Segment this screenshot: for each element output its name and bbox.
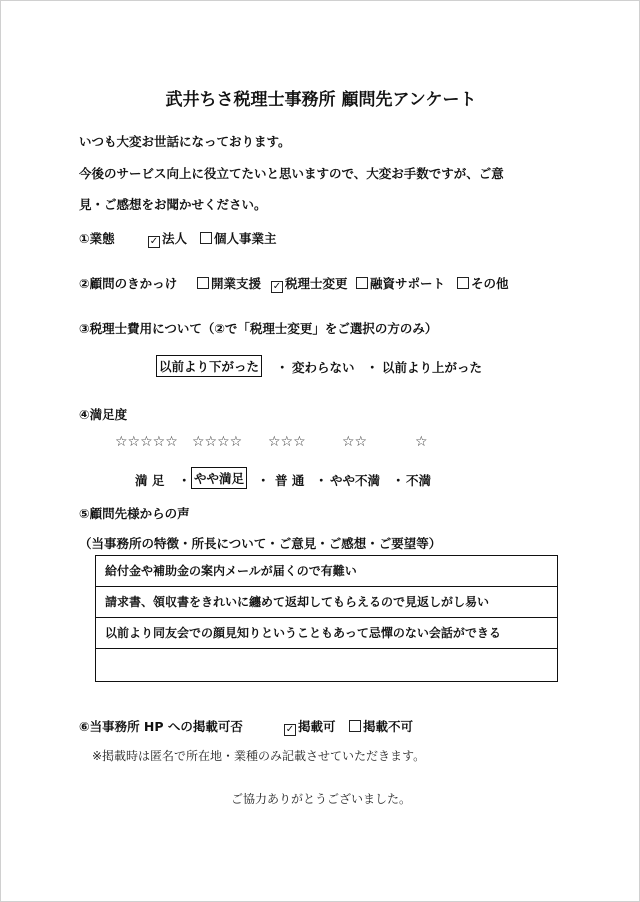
q3-label: ③税理士費用について（②で「税理士変更」をご選択の方のみ） (79, 321, 438, 336)
checkbox-empty-icon[interactable] (197, 277, 209, 289)
q5-label: ⑤顧問先様からの声 (79, 506, 190, 521)
q2-label: ②顧問のきかっけ (79, 276, 178, 291)
q1-option-corporation[interactable]: ✓ 法人 (149, 231, 188, 247)
checkbox-checked-icon[interactable]: ✓ (285, 724, 295, 735)
q4-separator: ・ (392, 473, 405, 488)
intro-line-3: 見・ご感想をお聞かせください。 (79, 197, 267, 212)
q3-option-unchanged[interactable]: 変わらない (292, 360, 355, 375)
q2-option-change-accountant[interactable]: ✓ 税理士変更 (272, 276, 348, 292)
page-title: 武井ちさ税理士事務所 顧問先アンケート (165, 90, 477, 110)
q4-option-somewhat-satisfied[interactable]: やや満足 (191, 467, 247, 489)
stars-5-icon: ☆☆☆☆☆ (115, 434, 178, 450)
q4-option-somewhat-dissatisfied[interactable]: やや不満 (330, 473, 381, 488)
q4-option-satisfied[interactable]: 満 足 (135, 473, 165, 488)
q4-label: ④満足度 (79, 407, 128, 422)
stars-2-icon: ☆☆ (342, 434, 368, 450)
q4-separator: ・ (257, 473, 270, 488)
stars-3-icon: ☆☆☆ (268, 434, 306, 450)
comment-row: 請求書、領収書をきれいに纏めて返却してもらえるので見返しがし易い (96, 587, 557, 618)
q4-option-average[interactable]: 普 通 (275, 473, 305, 488)
thanks-message: ご協力ありがとうございました。 (230, 792, 411, 806)
q1-label: ①業態 (79, 231, 115, 246)
q6-option-allowed[interactable]: ✓ 掲載可 (285, 719, 336, 735)
q2-option-other[interactable]: その他 (457, 274, 509, 292)
comment-row: 給付金や補助金の案内メールが届くので有難い (96, 556, 557, 587)
comment-row: 以前より同友会での顔見知りということもあって忌憚のない会話ができる (96, 618, 557, 649)
q4-separator: ・ (315, 473, 328, 488)
q4-separator: ・ (178, 473, 191, 488)
q2-option-startup[interactable]: 開業支援 (197, 274, 261, 292)
publication-note: ※掲載時は匿名で所在地・業種のみ記載させていただきます。 (92, 749, 426, 763)
checkbox-checked-icon[interactable]: ✓ (149, 236, 159, 247)
checkbox-checked-icon[interactable]: ✓ (272, 281, 282, 292)
q1-option-sole-proprietor[interactable]: 個人事業主 (200, 229, 277, 247)
q4-option-dissatisfied[interactable]: 不満 (406, 473, 432, 488)
q3-separator: ・ (366, 360, 379, 375)
comments-table (95, 555, 558, 682)
checkbox-empty-icon[interactable] (457, 277, 469, 289)
q5-sublabel: （当事務所の特徴・所長について・ご意見・ご感想・ご要望等） (79, 536, 442, 551)
checkbox-empty-icon[interactable] (356, 277, 368, 289)
q6-option-not-allowed[interactable]: 掲載不可 (349, 717, 413, 735)
q2-option-financing[interactable]: 融資サポート (356, 274, 445, 292)
stars-4-icon: ☆☆☆☆ (192, 434, 243, 450)
q3-option-decreased[interactable]: 以前より下がった (156, 355, 262, 377)
intro-line-1: いつも大変お世話になっております。 (79, 134, 291, 149)
checkbox-empty-icon[interactable] (200, 232, 212, 244)
q6-label: ⑥当事務所 HP への掲載可否 (79, 719, 243, 734)
checkbox-empty-icon[interactable] (349, 720, 361, 732)
comment-row-empty[interactable] (96, 649, 557, 681)
q3-option-increased[interactable]: 以前より上がった (382, 360, 483, 375)
q3-separator: ・ (276, 360, 289, 375)
stars-1-icon: ☆ (415, 434, 428, 450)
intro-line-2: 今後のサービス向上に役立てたいと思いますので、大変お手数ですが、ご意 (79, 166, 504, 181)
